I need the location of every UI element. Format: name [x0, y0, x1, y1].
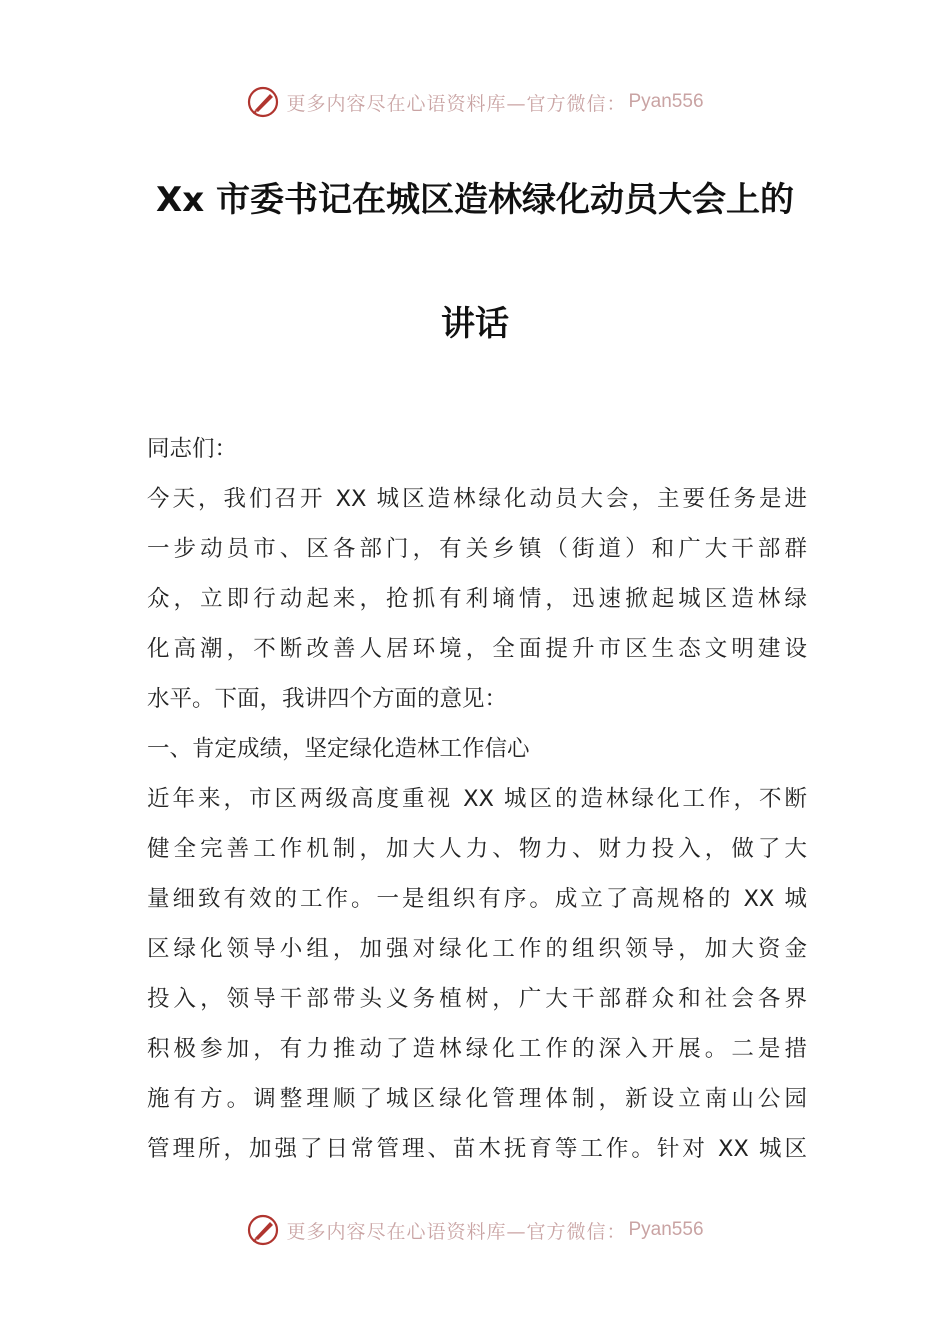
paragraph-line: 量细致有效的工作。一是组织有序。成立了高规格的 XX 城: [147, 886, 807, 912]
paragraph-line: 投入，领导干部带头义务植树，广大干部群众和社会各界: [147, 986, 807, 1012]
section-heading: 一、肯定成绩，坚定绿化造林工作信心: [147, 736, 530, 762]
salutation: 同志们：: [147, 436, 238, 462]
watermark-text: 更多内容尽在心语资料库—官方微信：: [286, 1220, 627, 1243]
paragraph-line: 今天，我们召开 XX 城区造林绿化动员大会，主要任务是进: [147, 486, 807, 512]
paragraph-line: 近年来，市区两级高度重视 XX 城区的造林绿化工作，不断: [147, 786, 807, 812]
paragraph-line: 化高潮，不断改善人居环境，全面提升市区生态文明建设: [147, 636, 807, 662]
paragraph-line: 施有方。调整理顺了城区绿化管理体制，新设立南山公园: [147, 1086, 807, 1112]
paragraph-line: 众，立即行动起来，抢抓有利墒情，迅速掀起城区造林绿: [147, 586, 807, 612]
quill-logo-icon: [246, 1213, 280, 1247]
watermark-text: 更多内容尽在心语资料库—官方微信：: [286, 92, 627, 115]
document-title-line-1: Xx 市委书记在城区造林绿化动员大会上的: [156, 180, 794, 220]
paragraph-line: 管理所，加强了日常管理、苗木抚育等工作。针对 XX 城区: [147, 1136, 807, 1162]
document-title-line-2: 讲话: [441, 304, 509, 344]
paragraph-line: 积极参加，有力推动了造林绿化工作的深入开展。二是措: [147, 1036, 807, 1062]
watermark-header: [0, 82, 950, 122]
document-body: [147, 428, 807, 1178]
paragraph-line: 区绿化领导小组，加强对绿化工作的组织领导，加大资金: [147, 936, 807, 962]
paragraph-line: 一步动员市、区各部门，有关乡镇（街道）和广大干部群: [147, 536, 807, 562]
paragraph-line: 健全完善工作机制，加大人力、物力、财力投入，做了大: [147, 836, 807, 862]
watermark-wechat-id: Pyan556: [628, 91, 704, 112]
quill-logo-icon: [246, 85, 280, 119]
watermark-wechat-id: Pyan556: [628, 1219, 704, 1240]
paragraph-line: 水平。下面，我讲四个方面的意见：: [147, 686, 508, 712]
watermark-footer: [0, 1210, 950, 1250]
